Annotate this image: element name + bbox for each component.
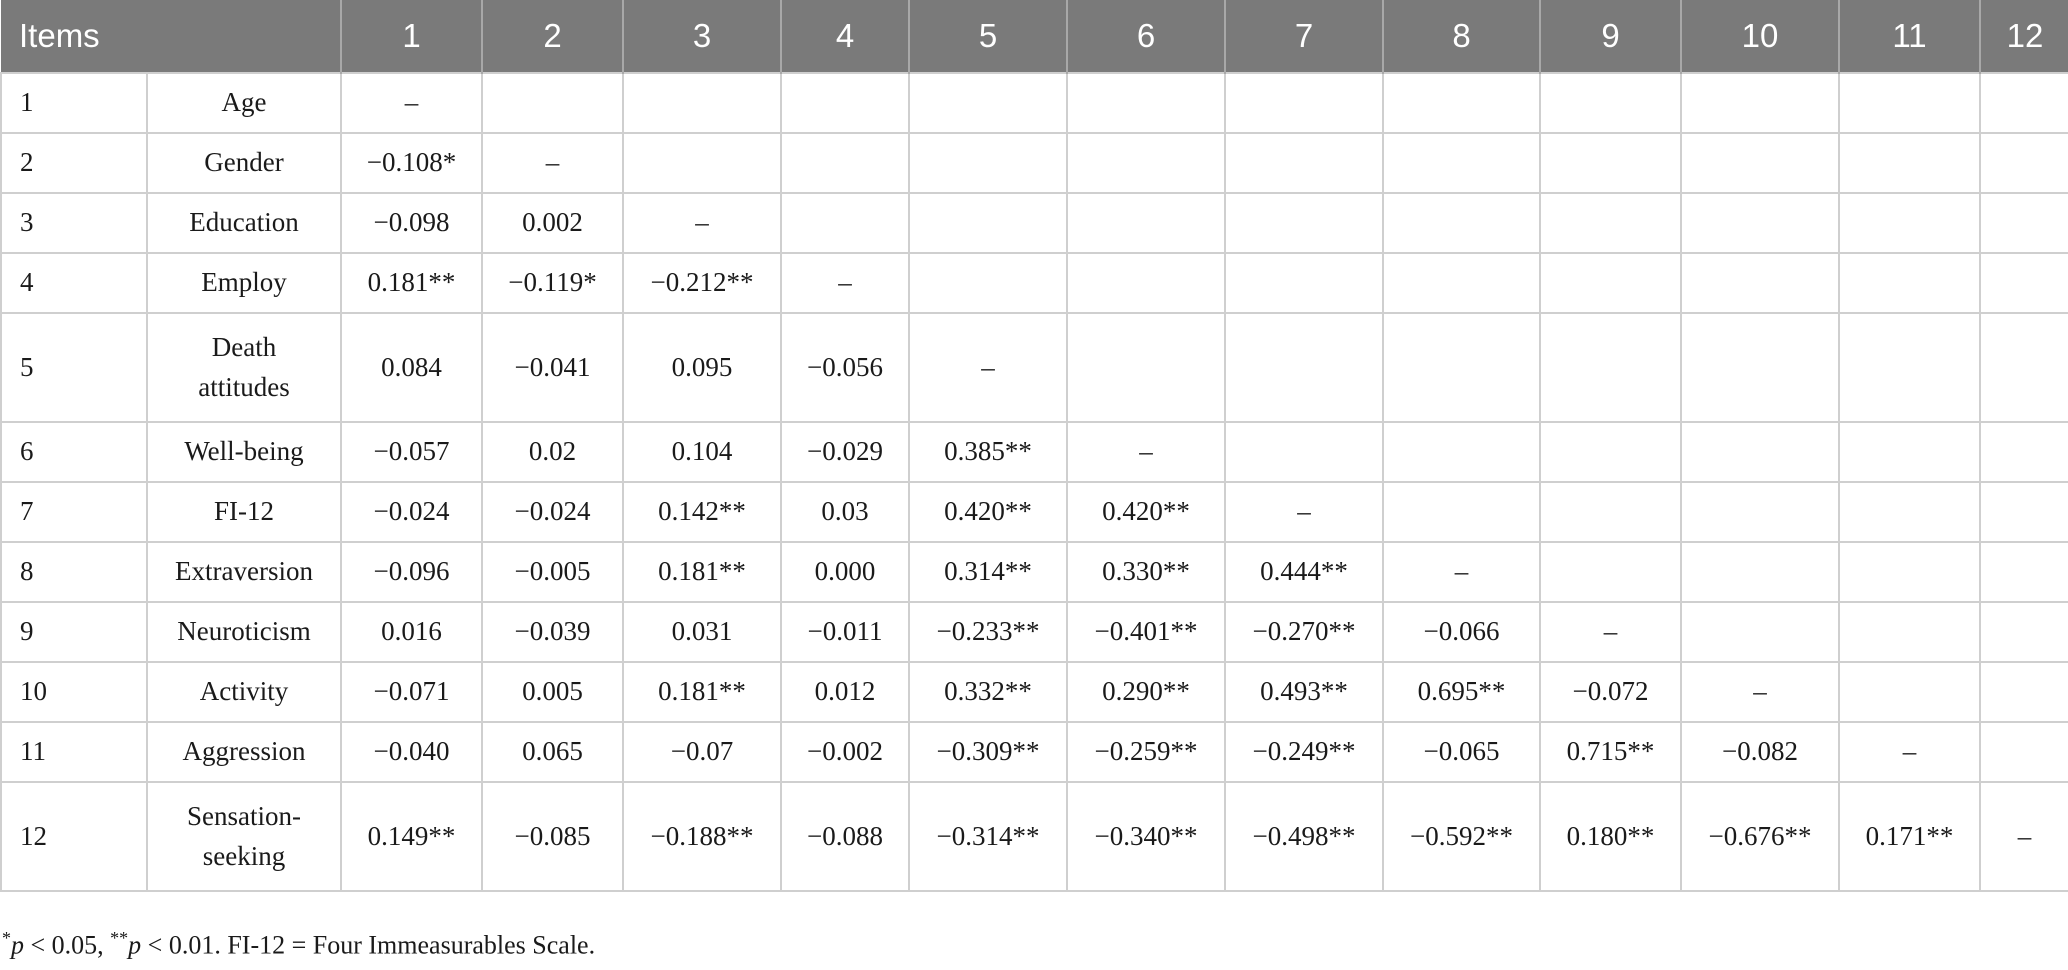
correlation-cell xyxy=(1225,253,1383,313)
correlation-cell: −0.011 xyxy=(781,602,909,662)
header-col-10: 10 xyxy=(1681,0,1839,73)
correlation-cell: 0.715** xyxy=(1540,722,1681,782)
row-index: 9 xyxy=(1,602,147,662)
correlation-cell xyxy=(1839,253,1980,313)
row-index: 7 xyxy=(1,482,147,542)
correlation-cell xyxy=(909,133,1067,193)
row-label: Activity xyxy=(147,662,341,722)
header-col-11: 11 xyxy=(1839,0,1980,73)
header-items: Items xyxy=(1,0,341,73)
correlation-cell: −0.082 xyxy=(1681,722,1839,782)
header-col-2: 2 xyxy=(482,0,623,73)
correlation-cell xyxy=(1225,73,1383,133)
correlation-cell xyxy=(1067,73,1225,133)
correlation-cell xyxy=(1839,193,1980,253)
correlation-cell xyxy=(1681,482,1839,542)
header-col-8: 8 xyxy=(1383,0,1540,73)
correlation-cell xyxy=(909,253,1067,313)
correlation-cell: 0.332** xyxy=(909,662,1067,722)
correlation-cell: −0.314** xyxy=(909,782,1067,891)
correlation-cell: 0.084 xyxy=(341,313,482,422)
correlation-cell: 0.180** xyxy=(1540,782,1681,891)
correlation-cell: 0.012 xyxy=(781,662,909,722)
correlation-cell: 0.02 xyxy=(482,422,623,482)
row-label: Extraversion xyxy=(147,542,341,602)
correlation-cell: −0.07 xyxy=(623,722,781,782)
correlation-cell xyxy=(781,193,909,253)
correlation-cell xyxy=(1980,542,2068,602)
correlation-cell xyxy=(781,133,909,193)
correlation-cell: 0.444** xyxy=(1225,542,1383,602)
row-index: 4 xyxy=(1,253,147,313)
correlation-cell: 0.065 xyxy=(482,722,623,782)
row-label: Age xyxy=(147,73,341,133)
correlation-cell xyxy=(623,73,781,133)
table-row xyxy=(1,193,2068,253)
correlation-cell: −0.259** xyxy=(1067,722,1225,782)
correlation-cell xyxy=(1225,422,1383,482)
correlation-cell xyxy=(1383,193,1540,253)
correlation-cell: 0.420** xyxy=(1067,482,1225,542)
correlation-cell: −0.088 xyxy=(781,782,909,891)
correlation-cell: −0.249** xyxy=(1225,722,1383,782)
header-col-5: 5 xyxy=(909,0,1067,73)
correlation-cell: −0.309** xyxy=(909,722,1067,782)
correlation-cell xyxy=(1980,73,2068,133)
correlation-cell xyxy=(1540,542,1681,602)
header-col-1: 1 xyxy=(341,0,482,73)
correlation-cell xyxy=(1681,602,1839,662)
correlation-cell: 0.695** xyxy=(1383,662,1540,722)
correlation-cell: 0.000 xyxy=(781,542,909,602)
footnote-symbol-2: ** xyxy=(110,928,129,948)
correlation-cell xyxy=(1225,133,1383,193)
correlation-cell xyxy=(1681,253,1839,313)
correlation-cell: −0.065 xyxy=(1383,722,1540,782)
correlation-cell xyxy=(1383,313,1540,422)
row-index: 2 xyxy=(1,133,147,193)
correlation-cell: 0.181** xyxy=(623,542,781,602)
footnote-p-1: p xyxy=(11,930,24,960)
header-col-4: 4 xyxy=(781,0,909,73)
correlation-cell: −0.188** xyxy=(623,782,781,891)
correlation-cell: −0.029 xyxy=(781,422,909,482)
correlation-cell: 0.385** xyxy=(909,422,1067,482)
correlation-cell: −0.270** xyxy=(1225,602,1383,662)
correlation-cell xyxy=(1540,133,1681,193)
correlation-cell: −0.096 xyxy=(341,542,482,602)
correlation-cell xyxy=(1980,422,2068,482)
correlation-cell xyxy=(1839,313,1980,422)
correlation-cell xyxy=(1839,133,1980,193)
correlation-cell xyxy=(1681,133,1839,193)
row-label: Well-being xyxy=(147,422,341,482)
table-row xyxy=(1,73,2068,133)
correlation-cell xyxy=(1067,133,1225,193)
row-label: Education xyxy=(147,193,341,253)
correlation-cell: −0.039 xyxy=(482,602,623,662)
correlation-cell xyxy=(1980,133,2068,193)
footnote-text-1: < 0.05, xyxy=(24,930,111,960)
table-row xyxy=(1,313,2068,422)
correlation-cell: – xyxy=(781,253,909,313)
correlation-cell xyxy=(1681,73,1839,133)
correlation-cell: 0.016 xyxy=(341,602,482,662)
correlation-cell xyxy=(1383,133,1540,193)
correlation-cell: – xyxy=(1839,722,1980,782)
header-col-7: 7 xyxy=(1225,0,1383,73)
correlation-cell: – xyxy=(1980,782,2068,891)
correlation-cell xyxy=(1383,73,1540,133)
correlation-cell: 0.181** xyxy=(341,253,482,313)
row-label: Employ xyxy=(147,253,341,313)
correlation-cell xyxy=(1681,422,1839,482)
table-row xyxy=(1,253,2068,313)
table-row xyxy=(1,422,2068,482)
correlation-cell xyxy=(909,193,1067,253)
footnote-symbol-1: * xyxy=(2,928,11,948)
row-label: Gender xyxy=(147,133,341,193)
header-col-6: 6 xyxy=(1067,0,1225,73)
correlation-cell: 0.03 xyxy=(781,482,909,542)
correlation-cell xyxy=(1225,193,1383,253)
correlation-cell: 0.420** xyxy=(909,482,1067,542)
correlation-cell: −0.592** xyxy=(1383,782,1540,891)
correlation-cell: 0.493** xyxy=(1225,662,1383,722)
correlation-cell: – xyxy=(909,313,1067,422)
correlation-cell: – xyxy=(623,193,781,253)
correlation-cell xyxy=(1980,722,2068,782)
correlation-cell xyxy=(1839,542,1980,602)
correlation-cell: −0.340** xyxy=(1067,782,1225,891)
correlation-cell: −0.108* xyxy=(341,133,482,193)
correlation-cell xyxy=(1540,313,1681,422)
row-index: 3 xyxy=(1,193,147,253)
table-footnote xyxy=(2,928,595,961)
row-label: Sensation-seeking xyxy=(147,782,341,891)
table-row xyxy=(1,782,2068,891)
correlation-cell xyxy=(1225,313,1383,422)
table-header-row xyxy=(1,0,2068,73)
correlation-cell: −0.085 xyxy=(482,782,623,891)
correlation-cell: −0.071 xyxy=(341,662,482,722)
row-index: 12 xyxy=(1,782,147,891)
table-row xyxy=(1,482,2068,542)
row-label: FI-12 xyxy=(147,482,341,542)
header-col-9: 9 xyxy=(1540,0,1681,73)
correlation-cell: – xyxy=(1067,422,1225,482)
correlation-cell xyxy=(1980,313,2068,422)
correlation-cell xyxy=(1681,542,1839,602)
correlation-cell: 0.314** xyxy=(909,542,1067,602)
correlation-cell xyxy=(909,73,1067,133)
correlation-cell xyxy=(1540,253,1681,313)
correlation-cell: −0.024 xyxy=(341,482,482,542)
correlation-cell xyxy=(1383,482,1540,542)
correlation-cell xyxy=(1540,482,1681,542)
correlation-cell: – xyxy=(482,133,623,193)
row-index: 6 xyxy=(1,422,147,482)
correlation-cell: – xyxy=(1225,482,1383,542)
correlation-cell: −0.676** xyxy=(1681,782,1839,891)
table-row xyxy=(1,662,2068,722)
correlation-cell xyxy=(1067,193,1225,253)
correlation-cell: 0.002 xyxy=(482,193,623,253)
table-row xyxy=(1,542,2068,602)
header-col-12: 12 xyxy=(1980,0,2068,73)
correlation-cell xyxy=(1980,482,2068,542)
row-index: 11 xyxy=(1,722,147,782)
table-row xyxy=(1,602,2068,662)
correlation-cell: 0.290** xyxy=(1067,662,1225,722)
correlation-cell xyxy=(1839,482,1980,542)
row-index: 1 xyxy=(1,73,147,133)
correlation-cell: −0.119* xyxy=(482,253,623,313)
correlation-cell: 0.181** xyxy=(623,662,781,722)
row-label: Aggression xyxy=(147,722,341,782)
correlation-cell xyxy=(1980,602,2068,662)
correlation-cell xyxy=(1681,193,1839,253)
correlation-cell xyxy=(1540,193,1681,253)
correlation-cell: −0.401** xyxy=(1067,602,1225,662)
correlation-cell: 0.171** xyxy=(1839,782,1980,891)
correlation-cell: −0.040 xyxy=(341,722,482,782)
correlation-cell: −0.233** xyxy=(909,602,1067,662)
correlation-cell xyxy=(1383,422,1540,482)
correlation-cell xyxy=(1980,253,2068,313)
table-row xyxy=(1,722,2068,782)
row-index: 8 xyxy=(1,542,147,602)
correlation-cell: −0.072 xyxy=(1540,662,1681,722)
correlation-cell xyxy=(1839,73,1980,133)
footnote-text-2: < 0.01. FI-12 = Four Immeasurables Scale. xyxy=(141,930,596,960)
correlation-cell: −0.057 xyxy=(341,422,482,482)
correlation-cell xyxy=(1067,313,1225,422)
correlation-cell xyxy=(1839,662,1980,722)
correlation-cell: −0.024 xyxy=(482,482,623,542)
correlation-cell: – xyxy=(341,73,482,133)
correlation-cell xyxy=(1839,602,1980,662)
correlation-cell: −0.002 xyxy=(781,722,909,782)
correlation-cell: −0.212** xyxy=(623,253,781,313)
correlation-cell: −0.098 xyxy=(341,193,482,253)
row-index: 10 xyxy=(1,662,147,722)
correlation-cell xyxy=(1839,422,1980,482)
correlation-cell: −0.066 xyxy=(1383,602,1540,662)
table-row xyxy=(1,133,2068,193)
header-col-3: 3 xyxy=(623,0,781,73)
correlation-cell xyxy=(482,73,623,133)
correlation-cell xyxy=(1067,253,1225,313)
row-label: Neuroticism xyxy=(147,602,341,662)
table-body xyxy=(1,73,2068,891)
correlation-cell: 0.330** xyxy=(1067,542,1225,602)
footnote-p-2: p xyxy=(128,930,142,960)
correlation-cell xyxy=(1540,73,1681,133)
row-label: Death attitudes xyxy=(147,313,341,422)
correlation-cell xyxy=(1383,253,1540,313)
correlation-cell xyxy=(1540,422,1681,482)
correlation-cell: 0.031 xyxy=(623,602,781,662)
correlation-cell: 0.149** xyxy=(341,782,482,891)
correlation-cell: 0.095 xyxy=(623,313,781,422)
correlation-cell: 0.142** xyxy=(623,482,781,542)
correlation-cell: −0.498** xyxy=(1225,782,1383,891)
correlation-cell: – xyxy=(1681,662,1839,722)
correlation-cell: −0.041 xyxy=(482,313,623,422)
correlation-cell xyxy=(623,133,781,193)
correlation-cell: 0.104 xyxy=(623,422,781,482)
correlation-cell: 0.005 xyxy=(482,662,623,722)
correlation-cell: – xyxy=(1383,542,1540,602)
correlation-cell: −0.056 xyxy=(781,313,909,422)
correlation-cell xyxy=(781,73,909,133)
correlation-cell xyxy=(1980,193,2068,253)
correlation-cell xyxy=(1681,313,1839,422)
row-index: 5 xyxy=(1,313,147,422)
correlation-cell xyxy=(1980,662,2068,722)
correlation-cell: – xyxy=(1540,602,1681,662)
correlation-cell: −0.005 xyxy=(482,542,623,602)
